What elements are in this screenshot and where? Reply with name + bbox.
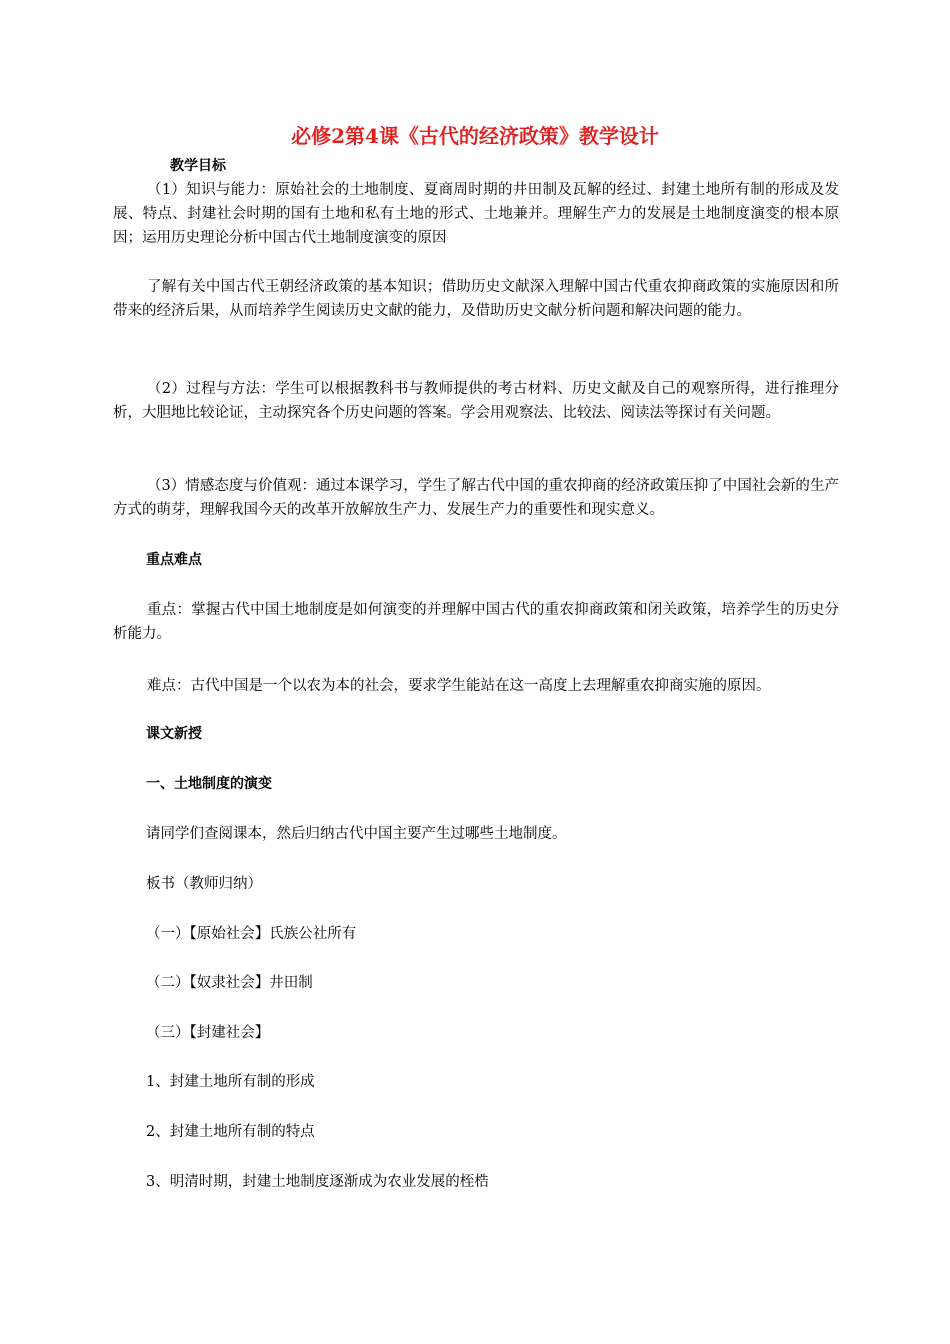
objectives-heading: 教学目标 [170, 158, 226, 174]
instruction-text: 请同学们查阅课本，然后归纳古代中国主要产生过哪些土地制度。 [146, 826, 567, 842]
new-lesson-heading: 课文新授 [146, 726, 202, 742]
list-item: （三）【封建社会】 [146, 1025, 270, 1041]
key-point-paragraph: 重点：掌握古代中国土地制度是如何演变的并理解中国古代的重农抑商政策和闭关政策，培养学生的历史分析能力。 [113, 602, 839, 642]
difficulty-paragraph: 难点：古代中国是一个以农为本的社会，要求学生能站在这一高度上去理解重农抑商实施的原因。 [147, 678, 771, 694]
objective-process-paragraph: （2）过程与方法：学生可以根据教科书与教师提供的考古材料、历史文献及自己的观察所得，进行推理分析，大胆地比较论证，主动探究各个历史问题的答案。学会用观察法、比较法、阅读法等探讨有关问题。 [113, 381, 839, 421]
list-item: （二）【奴隶社会】井田制 [146, 975, 313, 991]
objective-knowledge-paragraph: （1）知识与能力：原始社会的土地制度、夏商周时期的井田制及瓦解的经过、封建土地所有制的形成及发展、特点、封建社会时期的国有土地和私有土地的形式、土地兼并。理解生产力的发展是土地制度演变的根本原因；运用历史理论分析中国古代土地制度演变的原因 [113, 182, 839, 246]
board-label: 板书（教师归纳） [146, 876, 262, 892]
document-title: 必修2第4课《古代的经济政策》教学设计 [291, 124, 659, 148]
objective-attitude-paragraph: （3）情感态度与价值观：通过本课学习，学生了解古代中国的重农抑商的经济政策压抑了中国社会新的生产方式的萌芽，理解我国今天的改革开放解放生产力、发展生产力的重要性和现实意义。 [113, 478, 839, 518]
land-system-heading: 一、土地制度的演变 [146, 776, 272, 792]
key-points-heading: 重点难点 [146, 552, 202, 568]
list-item: （一）【原始社会】氏族公社所有 [146, 926, 357, 942]
sub-list-item: 1、封建土地所有制的形成 [146, 1074, 315, 1090]
sub-list-item: 3、明清时期，封建土地制度逐渐成为农业发展的桎梏 [146, 1174, 489, 1190]
sub-list-item: 2、封建土地所有制的特点 [146, 1124, 315, 1140]
objective-knowledge-paragraph-2: 了解有关中国古代王朝经济政策的基本知识；借助历史文献深入理解中国古代重农抑商政策的实施原因和所带来的经济后果，从而培养学生阅读历史文献的能力，及借助历史文献分析问题和解决问题的能力。 [113, 279, 839, 319]
